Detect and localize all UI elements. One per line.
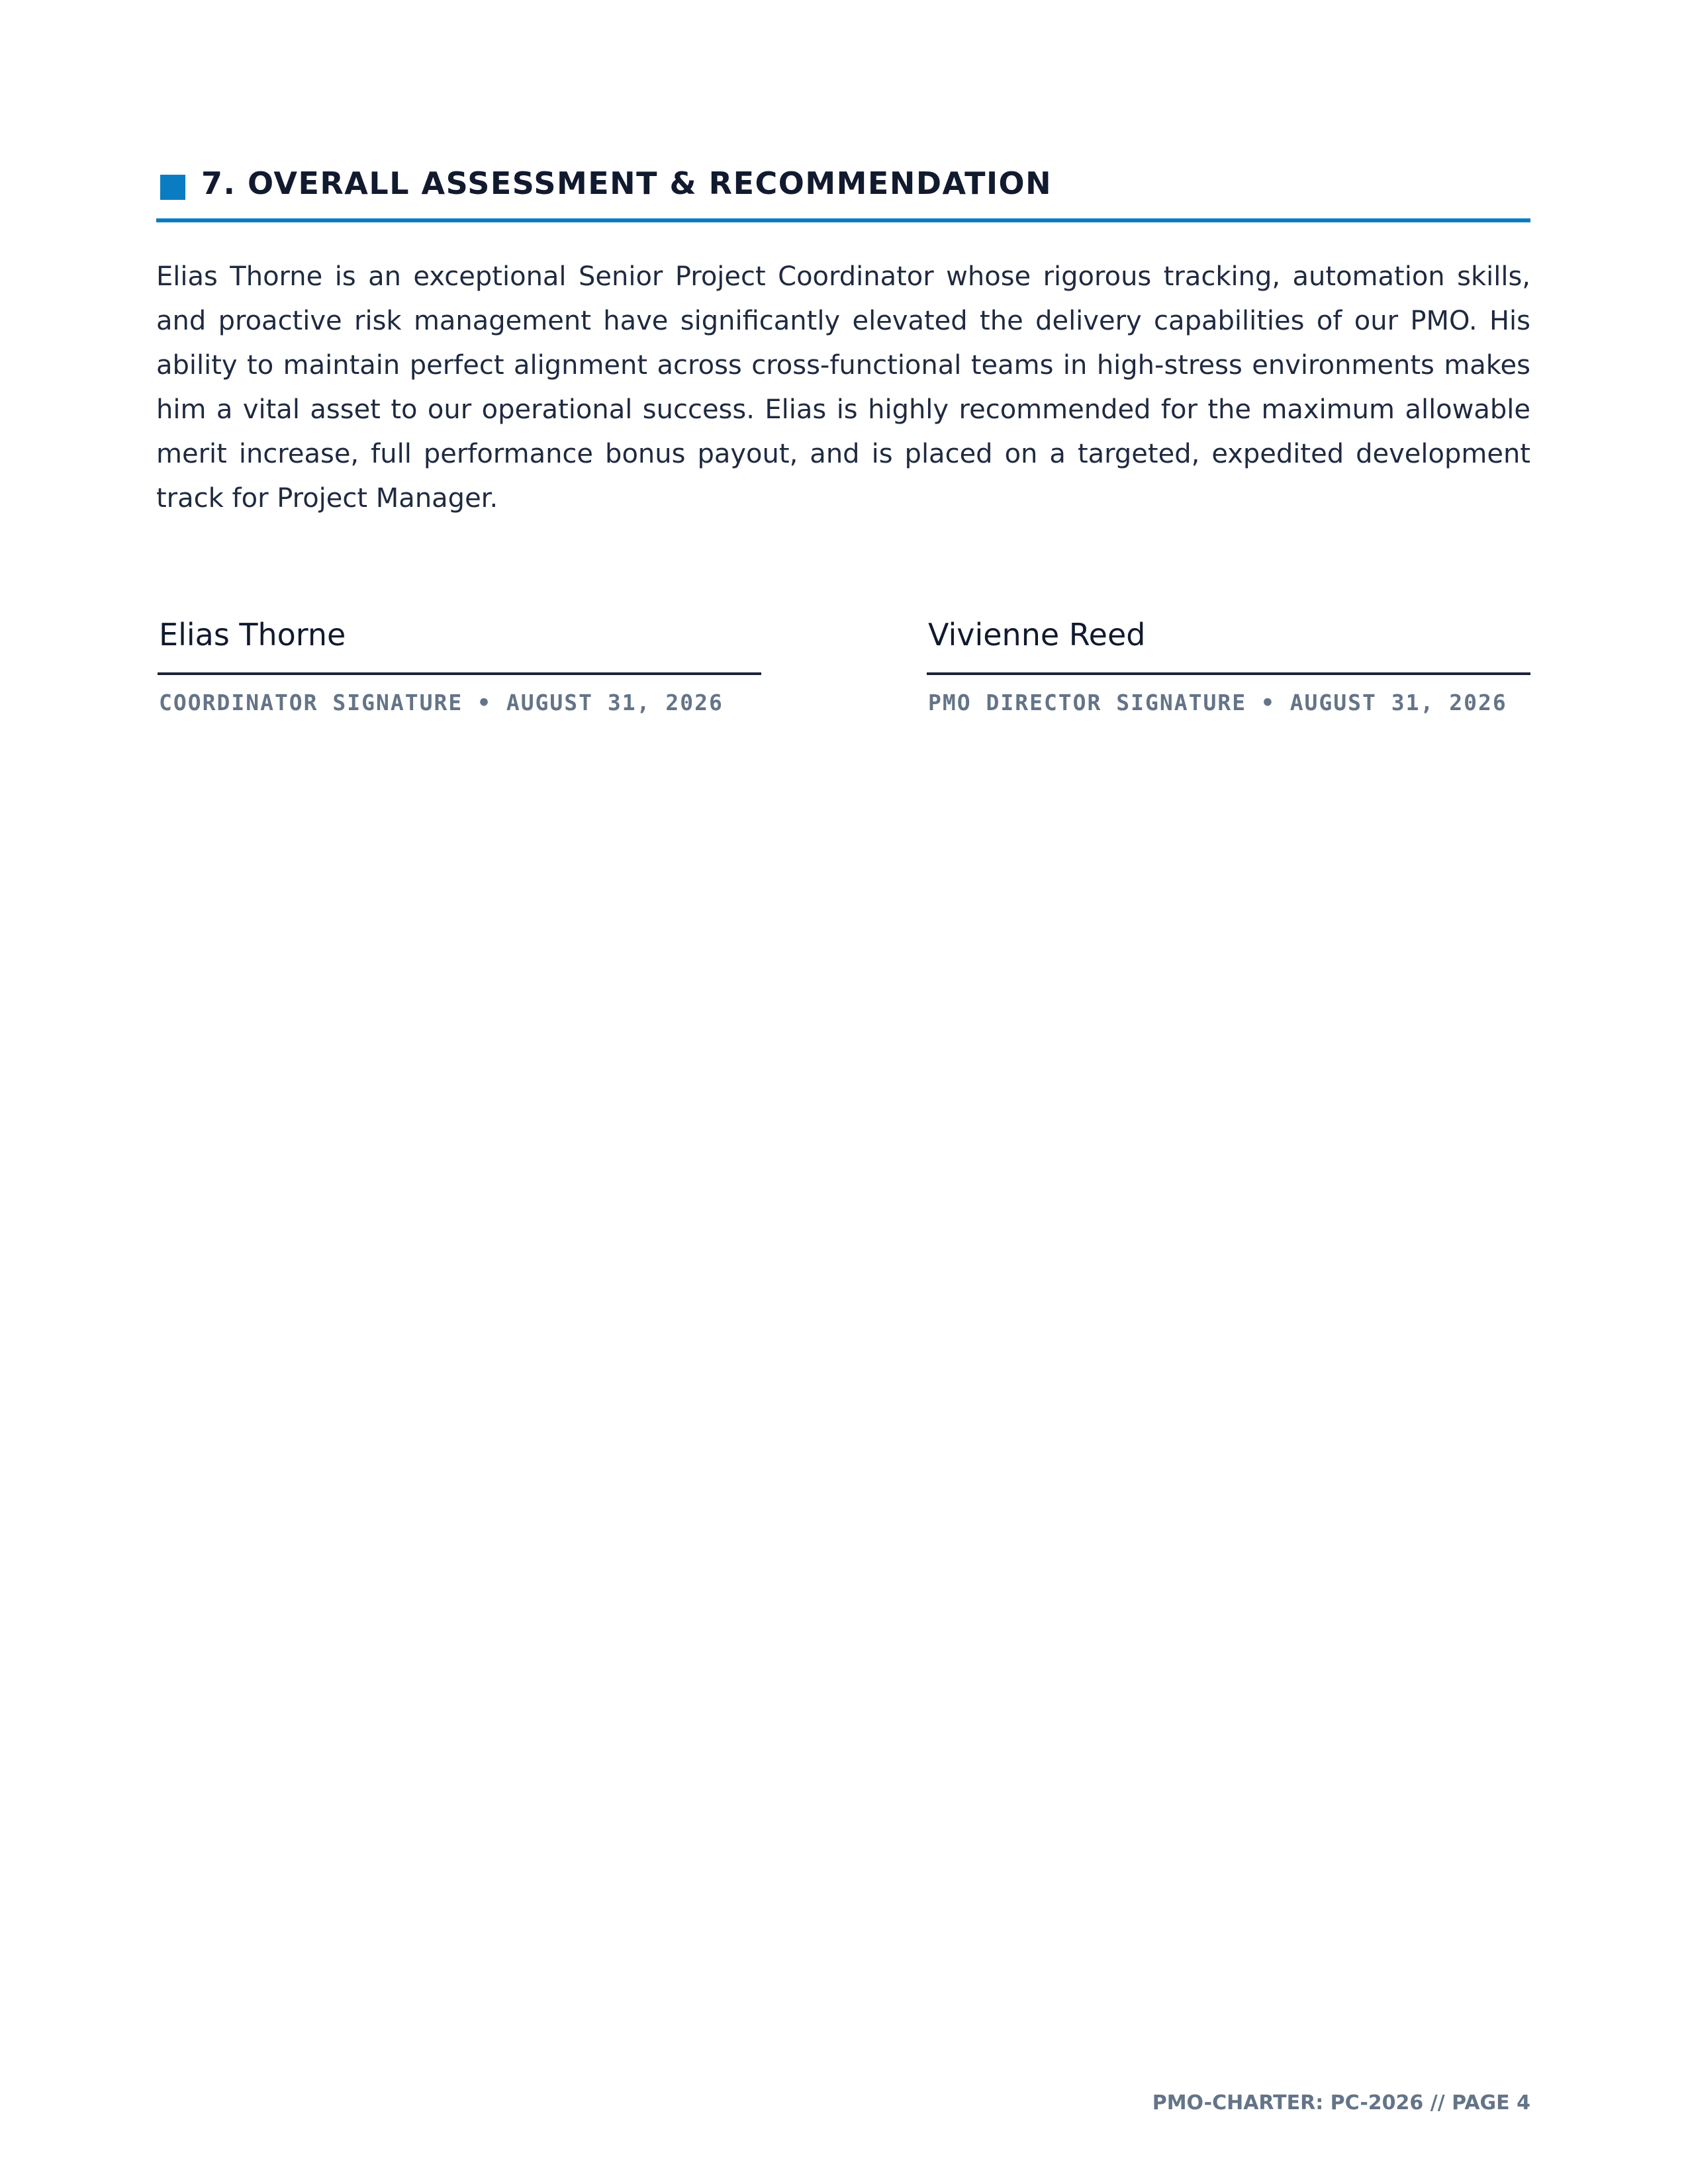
assessment-paragraph: Elias Thorne is an exceptional Senior Project Coordinator whose rigorous tracking, automation skills, and proactive risk management have significantly elevated the delivery capabilities of our PMO. His ability to maintain perfect alignment across cross-functional teams in high-stress environments makes him a vital asset to our operational success. Elias is highly recommended for the maximum allowable merit increase, full performance bonus payout, and is placed on a targeted, expedited development track for Project Manager. <box>156 261 1530 514</box>
page-footer: PMO-CHARTER: PC-2026 // PAGE 4 <box>1152 2091 1530 2115</box>
coordinator-signature-block <box>158 615 761 721</box>
coordinator-signature-caption: COORDINATOR SIGNATURE • AUGUST 31, 2026 <box>159 690 724 715</box>
signature-line <box>927 672 1530 675</box>
signature-line <box>158 672 761 675</box>
section-header <box>156 156 1530 222</box>
section-title: 7. OVERALL ASSESSMENT & RECOMMENDATION <box>201 165 1053 201</box>
director-signature-block <box>927 615 1530 721</box>
coordinator-signature-name: Elias Thorne <box>159 617 346 653</box>
director-signature-name: Vivienne Reed <box>928 617 1146 653</box>
director-signature-caption: PMO DIRECTOR SIGNATURE • AUGUST 31, 2026 <box>928 690 1507 715</box>
square-bullet-icon <box>160 175 185 200</box>
